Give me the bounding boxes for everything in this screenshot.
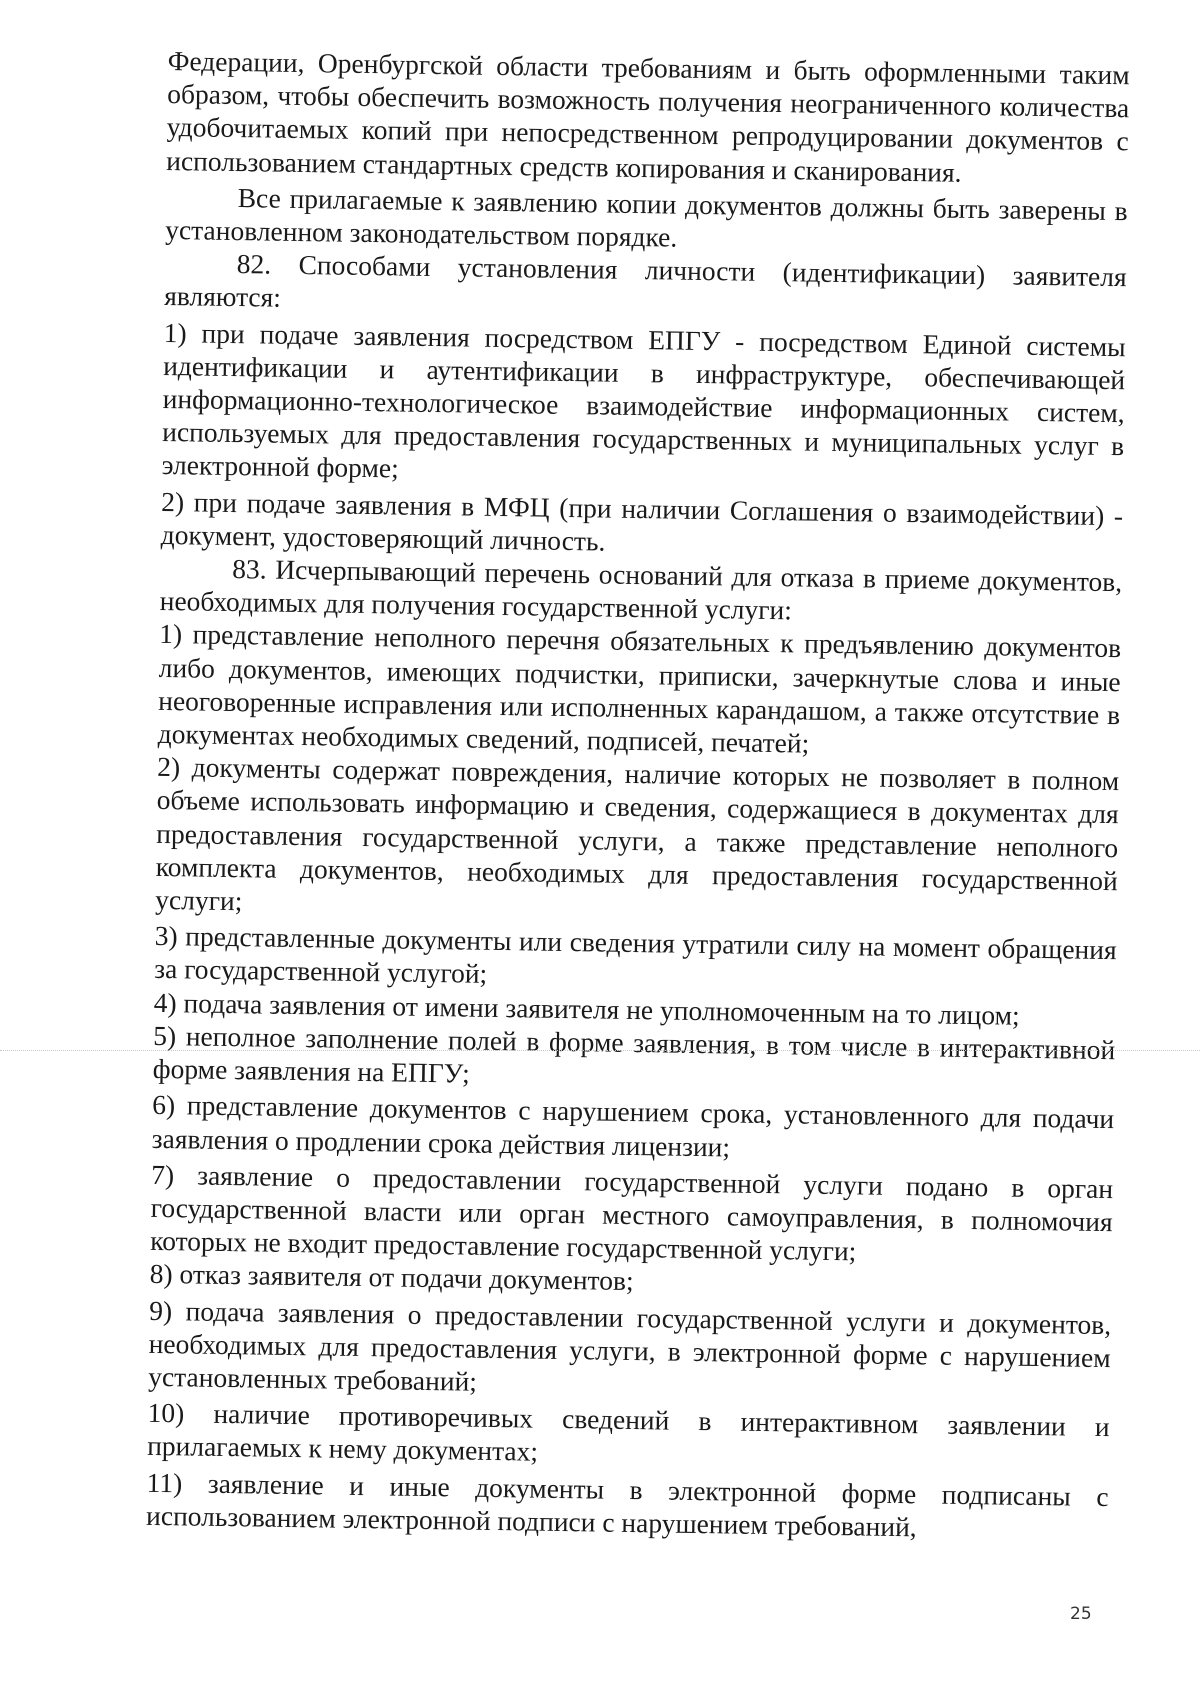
list-item-82-2: 2) при подаче заявления в МФЦ (при наличии Соглашения о взаимодействии) - документ, удостоверяющий личность. bbox=[160, 485, 1124, 557]
page-number: 25 bbox=[1070, 1604, 1092, 1624]
list-item-83-5: 5) неполное заполнение полей в форме заявления, в том числе в интерактивной форме заявления на ЕПГУ; bbox=[152, 1019, 1116, 1089]
paragraph-certified-copies: Все прилагаемые к заявлению копии документов должны быть заверены в установленном законодательством порядке. bbox=[165, 181, 1128, 253]
document-body bbox=[146, 44, 1130, 1546]
list-item-83-4: 4) подача заявления от имени заявителя не уполномоченным на то лицом; bbox=[153, 986, 1020, 1031]
list-item-83-7: 7) заявление о предоставлении государственной услуги подано в орган государственной власти или орган местного самоуправления, в полномочия которых не входит предоставление государственной услуги; bbox=[150, 1158, 1114, 1267]
scan-artifact-line bbox=[0, 1050, 1200, 1051]
list-item-83-8: 8) отказ заявителя от подачи документов; bbox=[149, 1258, 634, 1297]
list-item-83-6: 6) представление документов с нарушением срока, установленного для подачи заявления о продлении срока действия лицензии; bbox=[151, 1089, 1115, 1162]
paragraph-continuation: Федерации, Оренбургской области требованиям и быть оформленными таким образом, чтобы обеспечить возможность получения неограниченного количества удобочитаемых копий при непосредственном репродуцировании документов с использованием стандартных средств копирования и сканирования. bbox=[166, 44, 1130, 188]
list-item-83-1: 1) представление неполного перечня обязательных к предъявлению документов либо документов, имеющих подчистки, приписки, зачеркнутые слова и иные неоговоренные исправления или исполненных карандашом, а также отсутствие в документах необходимых сведений, подписей, печатей; bbox=[157, 618, 1122, 759]
list-item-83-11: 11) заявление и иные документы в электронной форме подписаны с использованием электронной подписи с нарушением требований, bbox=[145, 1466, 1109, 1543]
list-item-83-3: 3) представленные документы или сведения утратили силу на момент обращения за государственной услугой; bbox=[154, 920, 1117, 990]
paragraph-82: 82. Способами установления личности (идентификации) заявителя являются: bbox=[164, 248, 1127, 314]
list-item-83-9: 9) подача заявления о предоставлении государственной услуги и документов, необходимых для предоставления услуги, в электронной форме с нарушением установленных требований; bbox=[148, 1294, 1112, 1397]
list-item-83-10: 10) наличие противоречивых сведений в интерактивном заявлении и прилагаемых к нему документах; bbox=[146, 1396, 1110, 1467]
list-item-82-1: 1) при подаче заявления посредством ЕПГУ - посредством Единой системы идентификации и аутентификации в инфраструктуре, обеспечивающей информационно-технологическое взаимодействие информационных систем, используемых для предоставления государственных и муниципальных услуг в электронной форме; bbox=[161, 316, 1126, 484]
paragraph-83: 83. Исчерпывающий перечень оснований для отказа в приеме документов, необходимых для получения государственной услуги: bbox=[159, 553, 1123, 626]
list-item-83-2: 2) документы содержат повреждения, наличие которых не позволяет в полном объеме использовать информацию и сведения, содержащиеся в документах для предоставления государственной услуги, а также представление неполного комплекта документов, необходимых для предоставления государственной услуги; bbox=[155, 751, 1120, 917]
